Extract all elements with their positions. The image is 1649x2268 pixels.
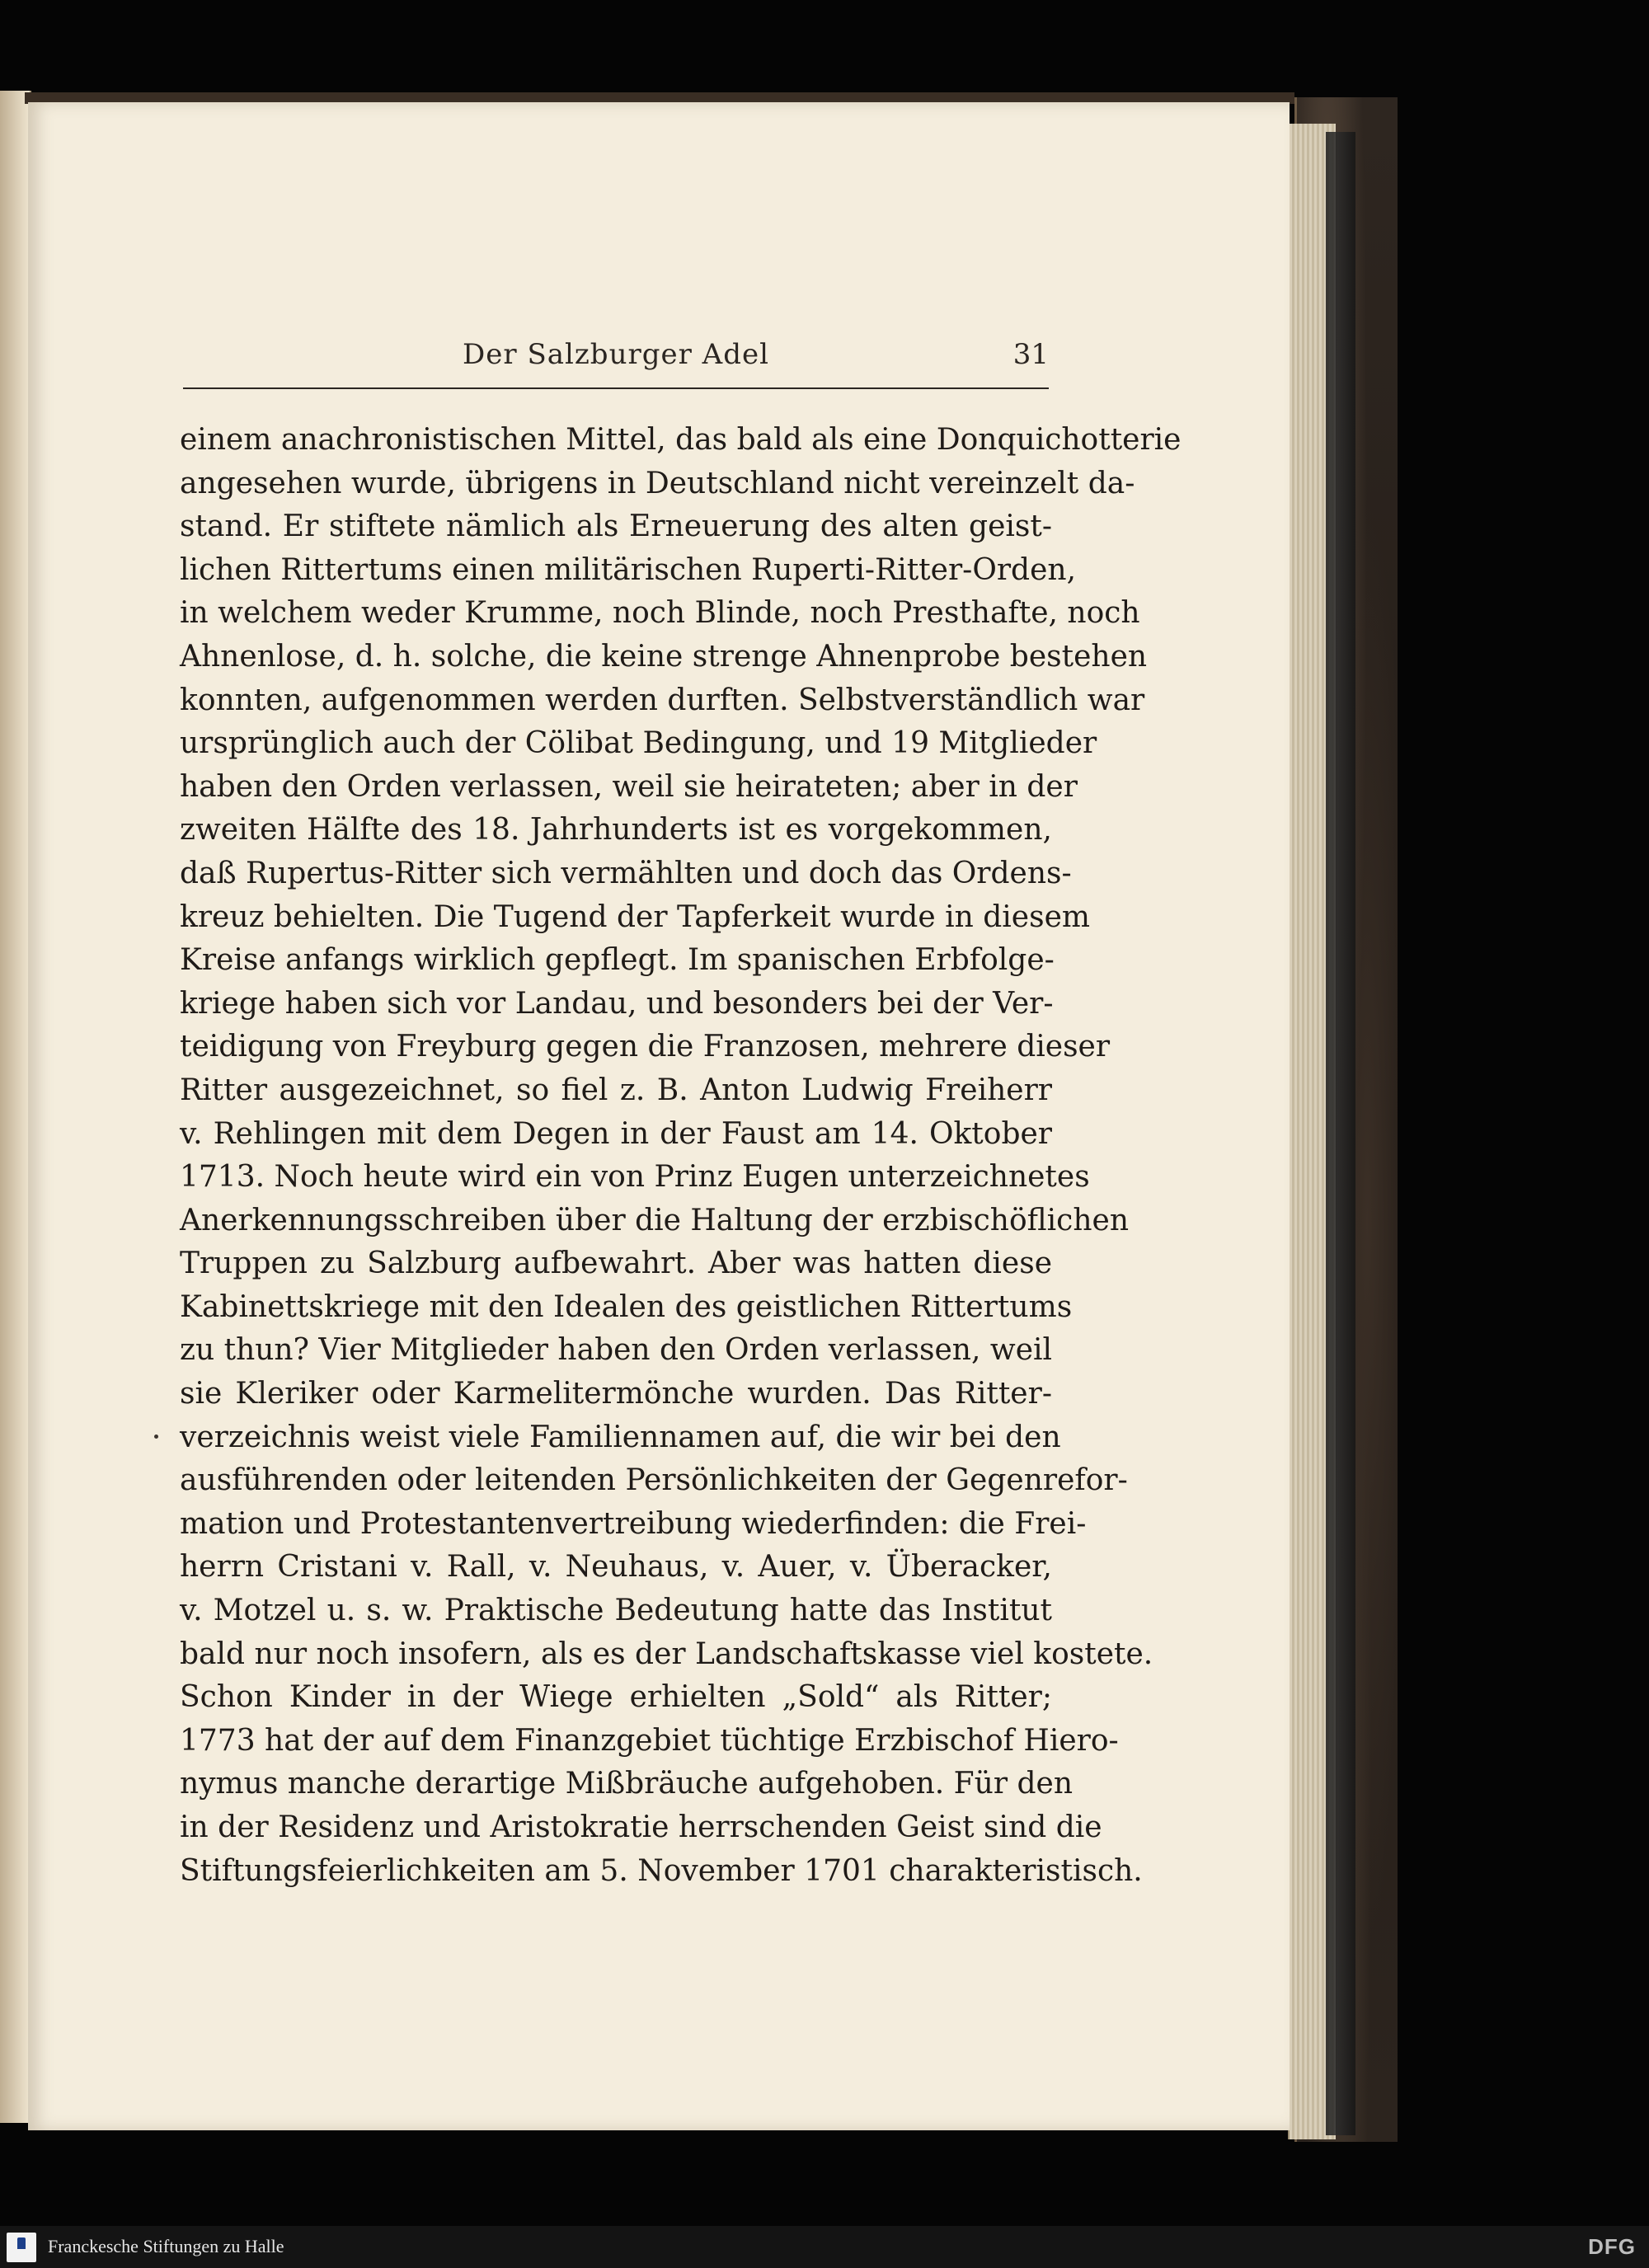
text-line: Kreise anfangs wirklich gepflegt. Im spanischen Erbfolge- bbox=[180, 943, 1055, 978]
text-line: Schon Kinder in der Wiege erhielten „Sold“ als Ritter; bbox=[180, 1680, 1052, 1715]
text-line: einem anachronistischen Mittel, das bald als eine Donquichotterie bbox=[180, 423, 1182, 457]
text-line: sie Kleriker oder Karmelitermönche wurden. Das Ritter- bbox=[180, 1377, 1052, 1411]
text-line: ursprünglich auch der Cölibat Bedingung, und 19 Mitglieder bbox=[180, 726, 1097, 761]
text-line: stand. Er stiftete nämlich als Erneuerung des alten geist- bbox=[180, 509, 1052, 544]
text-line: konnten, aufgenommen werden durften. Selbstverständlich war bbox=[180, 683, 1145, 717]
text-line: herrn Cristani v. Rall, v. Neuhaus, v. Auer, v. Überacker, bbox=[180, 1550, 1052, 1585]
text-line: Ritter ausgezeichnet, so fiel z. B. Anton Ludwig Freiherr bbox=[180, 1073, 1052, 1107]
text-line: Kabinettskriege mit den Idealen des geistlichen Rittertums bbox=[180, 1289, 1073, 1324]
left-page-edge bbox=[0, 91, 31, 2123]
text-line: Ahnenlose, d. h. solche, die keine strenge Ahnenprobe bestehen bbox=[180, 639, 1148, 674]
text-line: lichen Rittertums einen militärischen Ruperti-Ritter-Orden, bbox=[180, 552, 1077, 587]
text-line: v. Rehlingen mit dem Degen in der Faust am 14. Oktober bbox=[180, 1116, 1052, 1151]
text-line: zu thun? Vier Mitglieder haben den Orden verlassen, weil bbox=[180, 1333, 1053, 1368]
text-line: ausführenden oder leitenden Persönlichkeiten der Gegenrefor- bbox=[180, 1463, 1128, 1498]
page-number: 31 bbox=[1012, 338, 1049, 371]
text-line: in der Residenz und Aristokratie herrschenden Geist sind die bbox=[180, 1810, 1102, 1844]
text-line: 1713. Noch heute wird ein von Prinz Eugen unterzeichnetes bbox=[180, 1160, 1090, 1195]
text-line: kriege haben sich vor Landau, und besonders bei der Ver- bbox=[180, 986, 1054, 1021]
text-line: Stiftungsfeierlichkeiten am 5. November 1701 charakteristisch. bbox=[180, 1853, 1143, 1888]
footer-bar bbox=[0, 2226, 1649, 2268]
institution-logo-icon bbox=[7, 2233, 36, 2262]
text-line: Anerkennungsschreiben über die Haltung der erzbischöflichen bbox=[180, 1203, 1129, 1237]
text-line: zweiten Hälfte des 18. Jahrhunderts ist es vorgekommen, bbox=[180, 813, 1052, 848]
text-line: nymus manche derartige Mißbräuche aufgehoben. Für den bbox=[180, 1767, 1073, 1801]
text-line: v. Motzel u. s. w. Praktische Bedeutung hatte das Institut bbox=[180, 1594, 1052, 1628]
running-header bbox=[183, 338, 1049, 389]
cover-binding bbox=[1326, 132, 1355, 2135]
body-text bbox=[180, 419, 1182, 1893]
source-institution: Franckesche Stiftungen zu Halle bbox=[48, 2236, 284, 2256]
text-line: mation und Protestantenvertreibung wiederfinden: die Frei- bbox=[180, 1506, 1087, 1541]
text-line: Truppen zu Salzburg aufbewahrt. Aber was hatten diese bbox=[180, 1247, 1052, 1281]
text-line: 1773 hat der auf dem Finanzgebiet tüchtige Erzbischof Hiero- bbox=[180, 1723, 1119, 1758]
text-line: in welchem weder Krumme, noch Blinde, noch Presthafte, noch bbox=[180, 596, 1140, 631]
text-line: daß Rupertus-Ritter sich vermählten und doch das Ordens- bbox=[180, 856, 1072, 890]
text-line: kreuz behielten. Die Tugend der Tapferkeit wurde in diesem bbox=[180, 899, 1091, 934]
text-line: haben den Orden verlassen, weil sie heirateten; aber in der bbox=[180, 769, 1078, 804]
text-line: teidigung von Freyburg gegen die Franzosen, mehrere dieser bbox=[180, 1030, 1111, 1064]
margin-mark bbox=[154, 1435, 158, 1439]
text-line: angesehen wurde, übrigens in Deutschland nicht vereinzelt da- bbox=[180, 466, 1135, 500]
running-title: Der Salzburger Adel bbox=[463, 338, 769, 371]
text-line: bald nur noch insofern, als es der Landschaftskasse viel kostete. bbox=[180, 1636, 1153, 1671]
text-line: verzeichnis weist viele Familiennamen auf, die wir bei den bbox=[180, 1420, 1061, 1454]
dfg-logo: DFG bbox=[1588, 2234, 1636, 2259]
